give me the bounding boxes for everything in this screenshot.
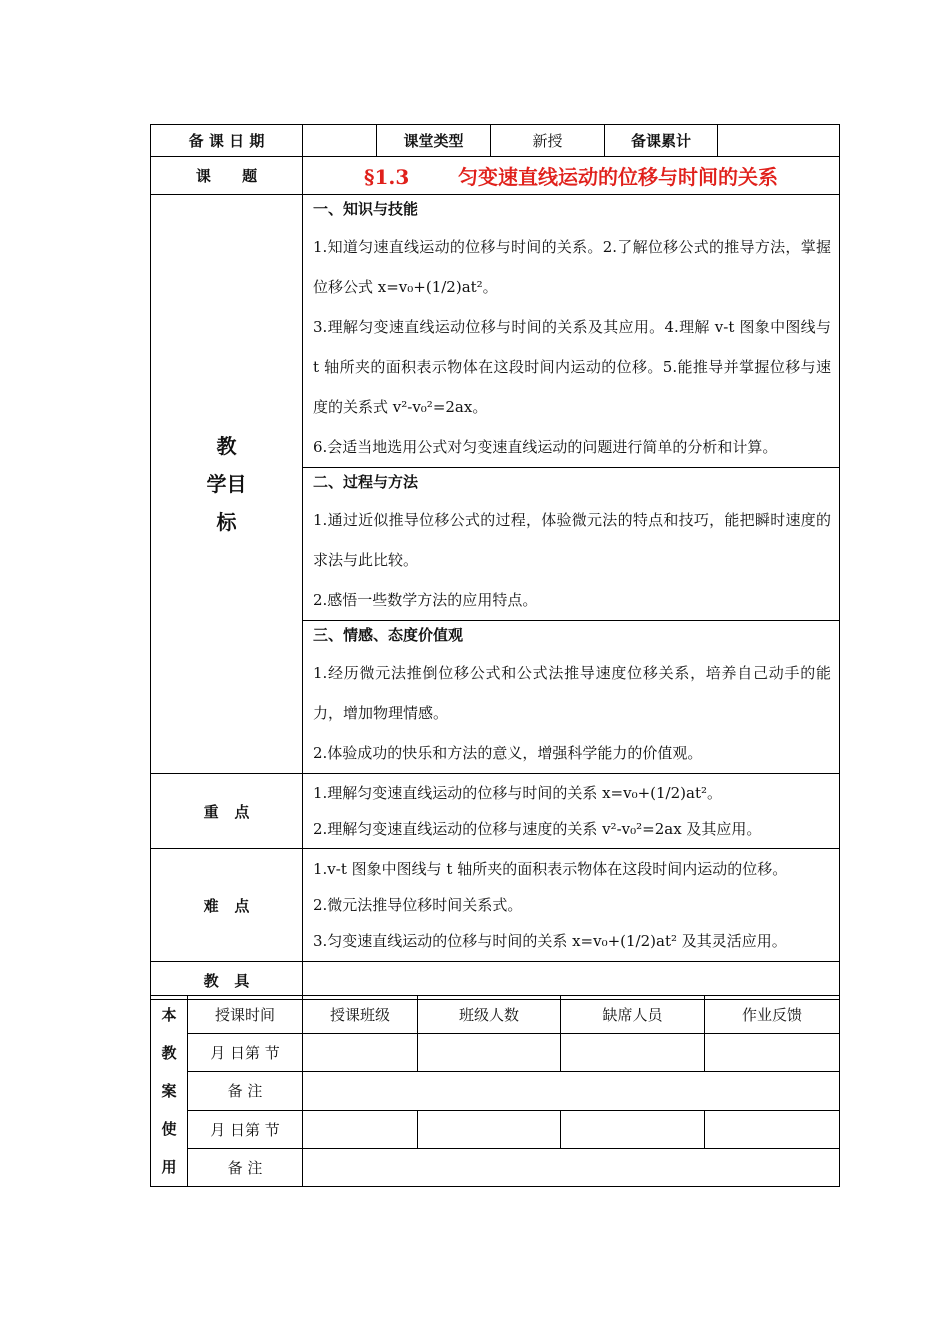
teaching-tools-label: 教 具 (151, 962, 303, 1000)
class-type-value: 新授 (491, 125, 605, 157)
usage-side-char-3: 案 (161, 1082, 177, 1100)
knowledge-skills-heading: 一、知识与技能 (313, 200, 419, 218)
session-2-class[interactable] (303, 1110, 418, 1148)
session-2-absentees[interactable] (561, 1110, 705, 1148)
topic-label: 课 题 (151, 157, 303, 195)
difficulties-content (303, 849, 840, 962)
session-1-class[interactable] (303, 1034, 418, 1072)
prep-cumulative-value[interactable] (718, 125, 840, 157)
process-method-para-2: 2.感悟一些数学方法的应用特点。 (313, 591, 538, 609)
difficulty-item-3: 3.匀变速直线运动的位移与时间的关系 x=v₀+(1/2)at² 及其灵活应用。 (313, 932, 787, 950)
teaching-tools-value[interactable] (303, 962, 840, 1000)
key-point-item-1: 1.理解匀变速直线运动的位移与时间的关系 x=v₀+(1/2)at²。 (313, 784, 722, 802)
session-1-absentees[interactable] (561, 1034, 705, 1072)
session-2-note-label: 备 注 (188, 1148, 303, 1186)
session-2-time: 月 日第 节 (188, 1110, 303, 1148)
objectives-label-line-3: 标 (216, 510, 237, 534)
process-method-section (303, 468, 840, 621)
difficulty-item-2: 2.微元法推导位移时间关系式。 (313, 896, 523, 914)
header-teaching-class: 授课班级 (303, 996, 418, 1034)
knowledge-skills-para-1: 1.知道匀速直线运动的位移与时间的关系。2.了解位移公式的推导方法，掌握位移公式 x=v₀+(1/2)at²。 (313, 238, 831, 296)
session-1-note-label: 备 注 (188, 1072, 303, 1110)
emotion-values-para-2: 2.体验成功的快乐和方法的意义，增强科学能力的价值观。 (313, 744, 703, 762)
knowledge-skills-para-3: 6.会适当地选用公式对匀变速直线运动的问题进行简单的分析和计算。 (313, 438, 778, 456)
header-teaching-time: 授课时间 (188, 996, 303, 1034)
lesson-plan-table (150, 124, 840, 1000)
key-points-label: 重 点 (151, 774, 303, 849)
lesson-title: §1.3 匀变速直线运动的位移与时间的关系 (303, 157, 840, 195)
header-absentees: 缺席人员 (561, 996, 705, 1034)
process-method-para-1: 1.通过近似推导位移公式的过程，体验微元法的特点和技巧，能把瞬时速度的求法与此比较。 (313, 511, 831, 569)
session-1-feedback[interactable] (705, 1034, 840, 1072)
key-points-content (303, 774, 840, 849)
prep-date-label: 备 课 日 期 (151, 125, 303, 157)
usage-side-char-2: 教 (161, 1044, 177, 1062)
session-2-feedback[interactable] (705, 1110, 840, 1148)
prep-cumulative-label: 备课累计 (605, 125, 718, 157)
class-type-label: 课堂类型 (377, 125, 491, 157)
objectives-label-line-1: 教 (216, 434, 237, 458)
session-1-size[interactable] (418, 1034, 561, 1072)
process-method-heading: 二、过程与方法 (313, 473, 419, 491)
usage-side-char-4: 使 (161, 1120, 177, 1138)
session-2-note-value[interactable] (303, 1148, 840, 1186)
objectives-label-line-2: 学目 (206, 472, 247, 496)
knowledge-skills-section (303, 195, 840, 468)
usage-side-label (151, 996, 188, 1187)
header-homework-feedback: 作业反馈 (705, 996, 840, 1034)
header-class-size: 班级人数 (418, 996, 561, 1034)
prep-date-value[interactable] (303, 125, 377, 157)
emotion-values-section (303, 621, 840, 774)
difficulty-item-1: 1.v-t 图象中图线与 t 轴所夹的面积表示物体在这段时间内运动的位移。 (313, 860, 788, 878)
session-1-time: 月 日第 节 (188, 1034, 303, 1072)
usage-side-char-5: 用 (161, 1158, 177, 1176)
emotion-values-para-1: 1.经历微元法推倒位移公式和公式法推导速度位移关系，培养自己动手的能力，增加物理情感。 (313, 664, 831, 722)
knowledge-skills-para-2: 3.理解匀变速直线运动位移与时间的关系及其应用。4.理解 v-t 图象中图线与 t 轴所夹的面积表示物体在这段时间内运动的位移。5.能推导并掌握位移与速度的关系式 v²-v₀²=2ax。 (313, 318, 831, 416)
usage-side-char-1: 本 (161, 1006, 177, 1024)
objectives-label (151, 195, 303, 774)
session-2-size[interactable] (418, 1110, 561, 1148)
difficulties-label: 难 点 (151, 849, 303, 962)
key-point-item-2: 2.理解匀变速直线运动的位移与速度的关系 v²-v₀²=2ax 及其应用。 (313, 820, 762, 838)
lesson-usage-table (150, 995, 840, 1187)
emotion-values-heading: 三、情感、态度价值观 (313, 626, 464, 644)
session-1-note-value[interactable] (303, 1072, 840, 1110)
